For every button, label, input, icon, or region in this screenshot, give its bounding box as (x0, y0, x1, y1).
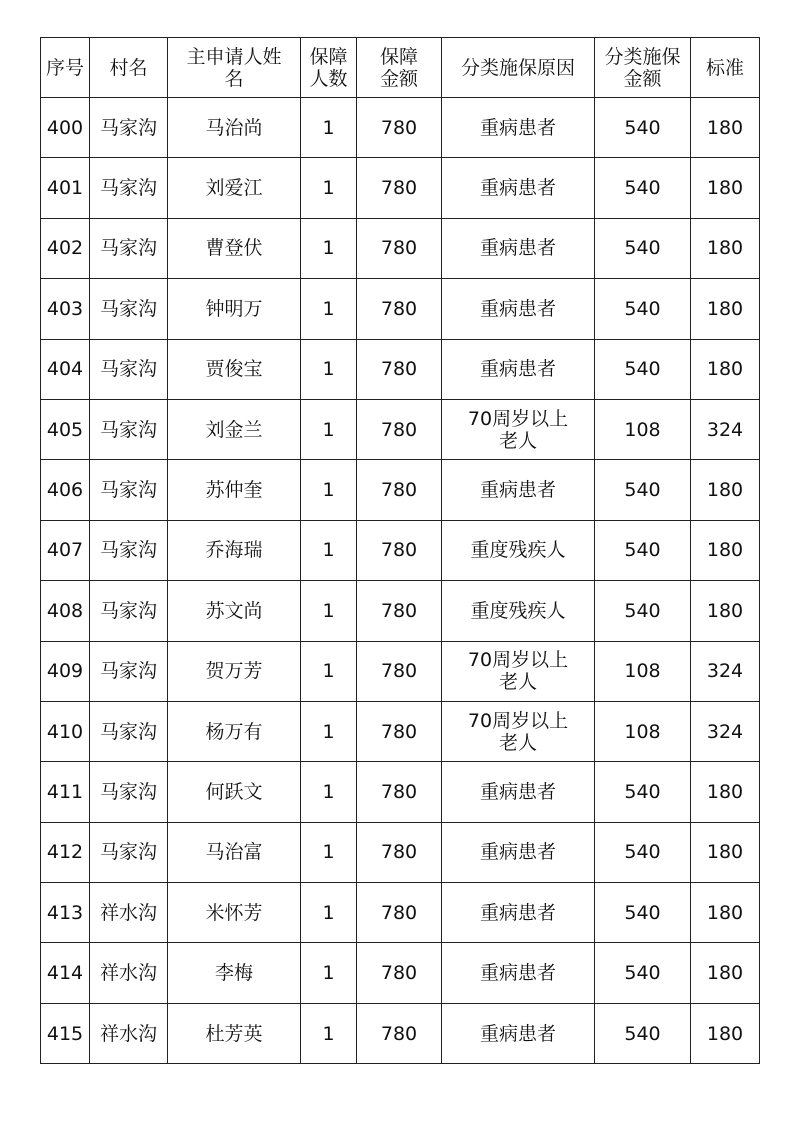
cell-reason: 70周岁以上老人 (442, 701, 595, 761)
cell-standard: 180 (691, 822, 760, 882)
table-body (41, 98, 760, 1064)
cell-class-amount: 540 (595, 158, 691, 218)
cell-reason: 70周岁以上老人 (442, 641, 595, 701)
header-persons: 保障人数 (301, 38, 357, 98)
cell-reason: 重病患者 (442, 822, 595, 882)
cell-standard: 324 (691, 701, 760, 761)
cell-name: 贾俊宝 (168, 339, 301, 399)
cell-reason: 重度残疾人 (442, 520, 595, 580)
cell-name: 贺万芳 (168, 641, 301, 701)
cell-seq: 412 (41, 822, 90, 882)
header-standard: 标准 (691, 38, 760, 98)
header-class-amount: 分类施保金额 (595, 38, 691, 98)
table-row (41, 1003, 760, 1063)
table-row (41, 701, 760, 761)
cell-seq: 413 (41, 883, 90, 943)
cell-class-amount: 540 (595, 883, 691, 943)
cell-standard: 180 (691, 581, 760, 641)
cell-reason: 重病患者 (442, 1003, 595, 1063)
cell-amount: 780 (357, 158, 442, 218)
table-row (41, 883, 760, 943)
cell-reason: 重病患者 (442, 279, 595, 339)
cell-standard: 180 (691, 98, 760, 158)
table-row (41, 581, 760, 641)
cell-amount: 780 (357, 762, 442, 822)
cell-standard: 180 (691, 279, 760, 339)
cell-village: 马家沟 (90, 158, 168, 218)
cell-amount: 780 (357, 218, 442, 278)
cell-reason: 70周岁以上老人 (442, 399, 595, 459)
cell-class-amount: 540 (595, 762, 691, 822)
cell-seq: 414 (41, 943, 90, 1003)
cell-name: 马治富 (168, 822, 301, 882)
cell-seq: 409 (41, 641, 90, 701)
cell-village: 马家沟 (90, 762, 168, 822)
table-row (41, 943, 760, 1003)
cell-standard: 180 (691, 460, 760, 520)
cell-amount: 780 (357, 701, 442, 761)
cell-amount: 780 (357, 883, 442, 943)
cell-class-amount: 540 (595, 943, 691, 1003)
cell-class-amount: 540 (595, 581, 691, 641)
cell-persons: 1 (301, 399, 357, 459)
table-row (41, 98, 760, 158)
table-row (41, 822, 760, 882)
cell-persons: 1 (301, 339, 357, 399)
cell-seq: 411 (41, 762, 90, 822)
table-row (41, 399, 760, 459)
cell-seq: 404 (41, 339, 90, 399)
table-row (41, 339, 760, 399)
cell-class-amount: 540 (595, 218, 691, 278)
cell-class-amount: 540 (595, 339, 691, 399)
cell-amount: 780 (357, 943, 442, 1003)
cell-village: 马家沟 (90, 641, 168, 701)
cell-seq: 401 (41, 158, 90, 218)
table-row (41, 279, 760, 339)
cell-standard: 324 (691, 399, 760, 459)
cell-amount: 780 (357, 822, 442, 882)
cell-persons: 1 (301, 520, 357, 580)
cell-village: 马家沟 (90, 822, 168, 882)
cell-persons: 1 (301, 762, 357, 822)
cell-name: 乔海瑞 (168, 520, 301, 580)
cell-persons: 1 (301, 822, 357, 882)
cell-class-amount: 540 (595, 1003, 691, 1063)
cell-name: 刘金兰 (168, 399, 301, 459)
cell-standard: 180 (691, 762, 760, 822)
table-row (41, 218, 760, 278)
cell-persons: 1 (301, 641, 357, 701)
cell-village: 马家沟 (90, 520, 168, 580)
cell-village: 马家沟 (90, 460, 168, 520)
cell-amount: 780 (357, 1003, 442, 1063)
header-row (41, 38, 760, 98)
header-amount: 保障金额 (357, 38, 442, 98)
cell-amount: 780 (357, 279, 442, 339)
cell-class-amount: 540 (595, 822, 691, 882)
cell-class-amount: 108 (595, 701, 691, 761)
cell-village: 马家沟 (90, 399, 168, 459)
cell-reason: 重病患者 (442, 98, 595, 158)
cell-reason: 重度残疾人 (442, 581, 595, 641)
cell-name: 钟明万 (168, 279, 301, 339)
cell-name: 杨万有 (168, 701, 301, 761)
cell-standard: 180 (691, 520, 760, 580)
cell-persons: 1 (301, 158, 357, 218)
cell-village: 祥水沟 (90, 883, 168, 943)
cell-class-amount: 540 (595, 520, 691, 580)
cell-seq: 405 (41, 399, 90, 459)
cell-amount: 780 (357, 339, 442, 399)
cell-reason: 重病患者 (442, 762, 595, 822)
cell-amount: 780 (357, 520, 442, 580)
cell-standard: 180 (691, 339, 760, 399)
cell-standard: 180 (691, 158, 760, 218)
cell-seq: 410 (41, 701, 90, 761)
cell-class-amount: 540 (595, 460, 691, 520)
cell-reason: 重病患者 (442, 460, 595, 520)
cell-class-amount: 108 (595, 399, 691, 459)
cell-seq: 415 (41, 1003, 90, 1063)
table-row (41, 520, 760, 580)
cell-persons: 1 (301, 581, 357, 641)
cell-class-amount: 108 (595, 641, 691, 701)
cell-name: 马治尚 (168, 98, 301, 158)
cell-village: 马家沟 (90, 339, 168, 399)
cell-amount: 780 (357, 581, 442, 641)
table-row (41, 460, 760, 520)
cell-amount: 780 (357, 460, 442, 520)
header-seq: 序号 (41, 38, 90, 98)
cell-persons: 1 (301, 218, 357, 278)
cell-reason: 重病患者 (442, 339, 595, 399)
cell-reason: 重病患者 (442, 883, 595, 943)
cell-name: 何跃文 (168, 762, 301, 822)
cell-seq: 406 (41, 460, 90, 520)
cell-name: 曹登伏 (168, 218, 301, 278)
cell-persons: 1 (301, 460, 357, 520)
cell-class-amount: 540 (595, 279, 691, 339)
cell-standard: 324 (691, 641, 760, 701)
cell-seq: 408 (41, 581, 90, 641)
header-village: 村名 (90, 38, 168, 98)
cell-persons: 1 (301, 279, 357, 339)
cell-amount: 780 (357, 399, 442, 459)
cell-reason: 重病患者 (442, 943, 595, 1003)
cell-persons: 1 (301, 1003, 357, 1063)
cell-amount: 780 (357, 98, 442, 158)
cell-persons: 1 (301, 943, 357, 1003)
cell-name: 李梅 (168, 943, 301, 1003)
cell-village: 马家沟 (90, 701, 168, 761)
cell-village: 马家沟 (90, 279, 168, 339)
cell-name: 苏仲奎 (168, 460, 301, 520)
cell-name: 米怀芳 (168, 883, 301, 943)
cell-village: 马家沟 (90, 218, 168, 278)
cell-standard: 180 (691, 1003, 760, 1063)
assistance-table (40, 37, 760, 1064)
cell-standard: 180 (691, 883, 760, 943)
cell-village: 祥水沟 (90, 1003, 168, 1063)
cell-standard: 180 (691, 943, 760, 1003)
cell-standard: 180 (691, 218, 760, 278)
cell-name: 刘爱江 (168, 158, 301, 218)
cell-name: 苏文尚 (168, 581, 301, 641)
cell-village: 祥水沟 (90, 943, 168, 1003)
cell-reason: 重病患者 (442, 218, 595, 278)
cell-seq: 403 (41, 279, 90, 339)
cell-persons: 1 (301, 98, 357, 158)
cell-seq: 407 (41, 520, 90, 580)
cell-name: 杜芳英 (168, 1003, 301, 1063)
cell-reason: 重病患者 (442, 158, 595, 218)
cell-persons: 1 (301, 701, 357, 761)
cell-village: 马家沟 (90, 581, 168, 641)
header-reason: 分类施保原因 (442, 38, 595, 98)
table-row (41, 158, 760, 218)
cell-seq: 400 (41, 98, 90, 158)
header-name: 主申请人姓名 (168, 38, 301, 98)
cell-class-amount: 540 (595, 98, 691, 158)
cell-seq: 402 (41, 218, 90, 278)
cell-village: 马家沟 (90, 98, 168, 158)
table-row (41, 641, 760, 701)
table-row (41, 762, 760, 822)
cell-persons: 1 (301, 883, 357, 943)
cell-amount: 780 (357, 641, 442, 701)
